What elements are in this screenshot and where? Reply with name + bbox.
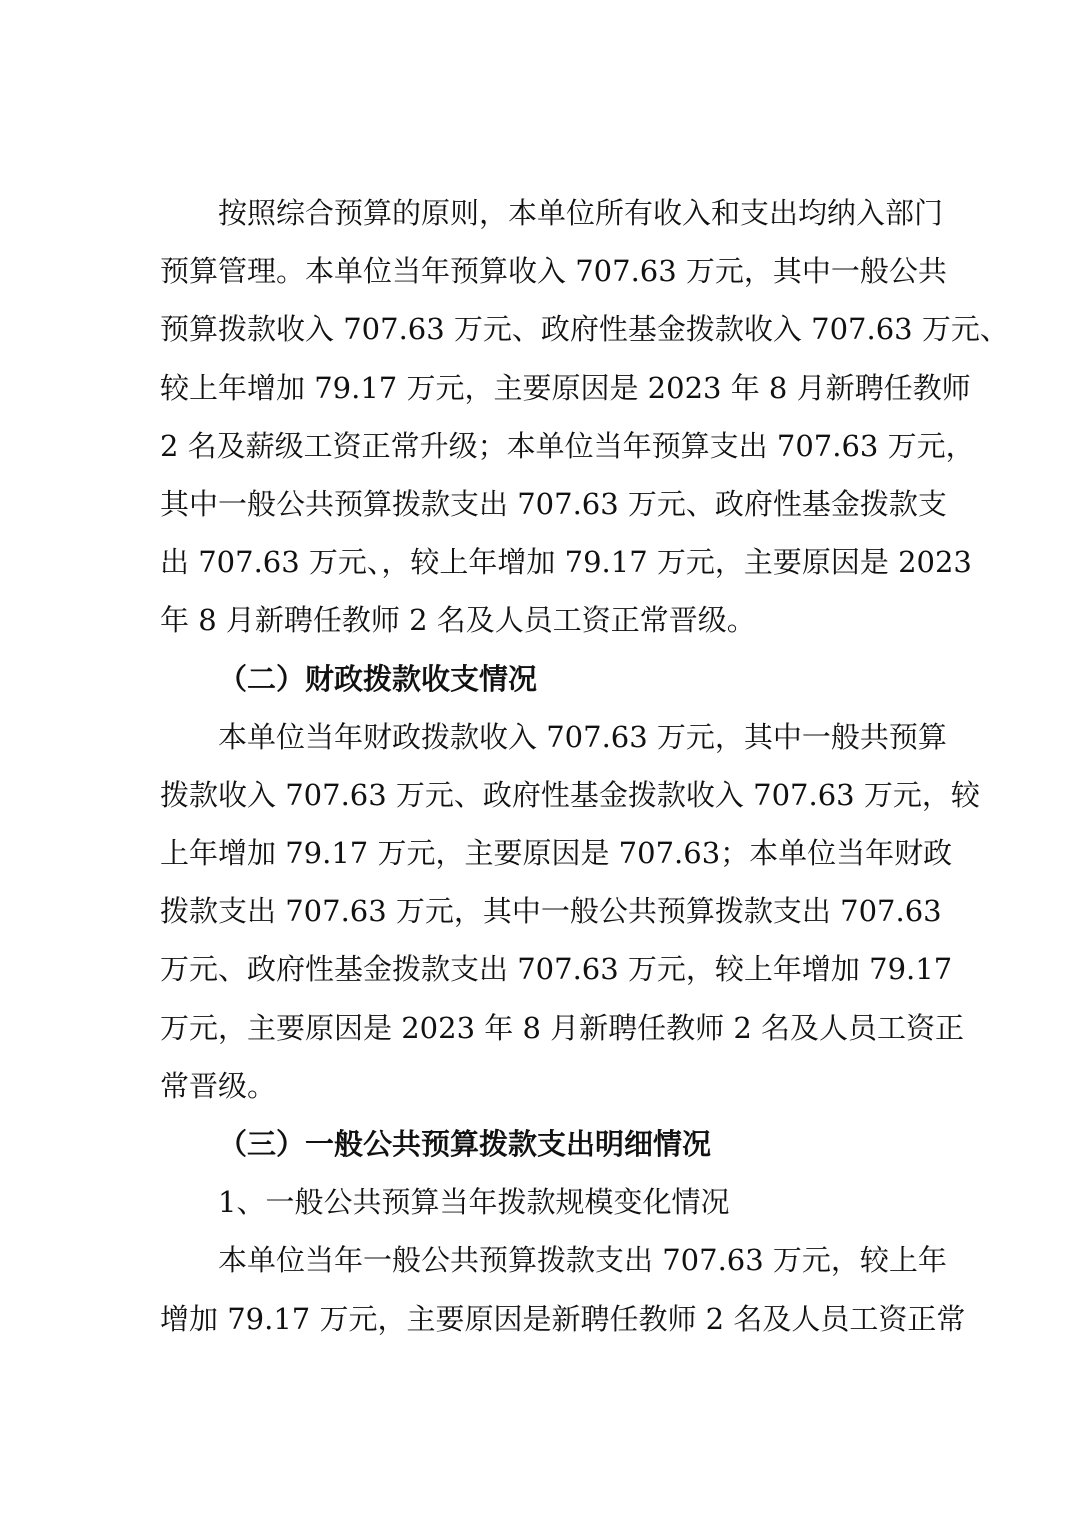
paragraph-line: 万元，主要原因是 2023 年 8 月新聘任教师 2 名及人员工资正: [160, 1010, 965, 1045]
section-heading-fiscal-appropriation: （二）财政拨款收支情况: [218, 661, 538, 696]
paragraph-line: 拨款支出 707.63 万元，其中一般公共预算拨款支出 707.63: [160, 894, 942, 929]
paragraph-line: 常晋级。: [160, 1068, 277, 1103]
paragraph-line: 2 名及薪级工资正常升级；本单位当年预算支出 707.63 万元，: [160, 428, 975, 463]
paragraph-line: 万元、政府性基金拨款支出 707.63 万元，较上年增加 79.17: [160, 952, 953, 987]
paragraph-line: 增加 79.17 万元，主要原因是新聘任教师 2 名及人员工资正常: [160, 1301, 966, 1336]
paragraph-line: 本单位当年财政拨款收入 707.63 万元，其中一般共预算: [218, 719, 947, 754]
fiscal-appropriation-paragraph: [160, 708, 980, 1115]
subsection-heading: 1、一般公共预算当年拨款规模变化情况: [218, 1185, 730, 1220]
budget-overview-paragraph: [160, 184, 1009, 650]
paragraph-line: 按照综合预算的原则，本单位所有收入和支出均纳入部门: [218, 196, 944, 230]
paragraph-line: 拨款收入 707.63 万元、政府性基金拨款收入 707.63 万元，较: [160, 777, 980, 812]
paragraph-line: 预算拨款收入 707.63 万元、政府性基金拨款收入 707.63 万元、: [160, 312, 1009, 347]
document-page: [160, 184, 1009, 1348]
paragraph-line: 出 707.63 万元、，较上年增加 79.17 万元，主要原因是 2023: [160, 545, 972, 580]
paragraph-line: 年 8 月新聘任教师 2 名及人员工资正常晋级。: [160, 603, 756, 638]
paragraph-line: 上年增加 79.17 万元，主要原因是 707.63；本单位当年财政: [160, 836, 953, 871]
paragraph-line: 本单位当年一般公共预算拨款支出 707.63 万元，较上年: [218, 1243, 947, 1278]
paragraph-line: 较上年增加 79.17 万元，主要原因是 2023 年 8 月新聘任教师: [160, 370, 971, 405]
paragraph-line: 其中一般公共预算拨款支出 707.63 万元、政府性基金拨款支: [160, 486, 947, 521]
paragraph-line: 预算管理。本单位当年预算收入 707.63 万元，其中一般公共: [160, 254, 947, 289]
section-heading-general-public-budget: （三）一般公共预算拨款支出明细情况: [218, 1127, 712, 1161]
general-budget-paragraph: [160, 1231, 966, 1347]
